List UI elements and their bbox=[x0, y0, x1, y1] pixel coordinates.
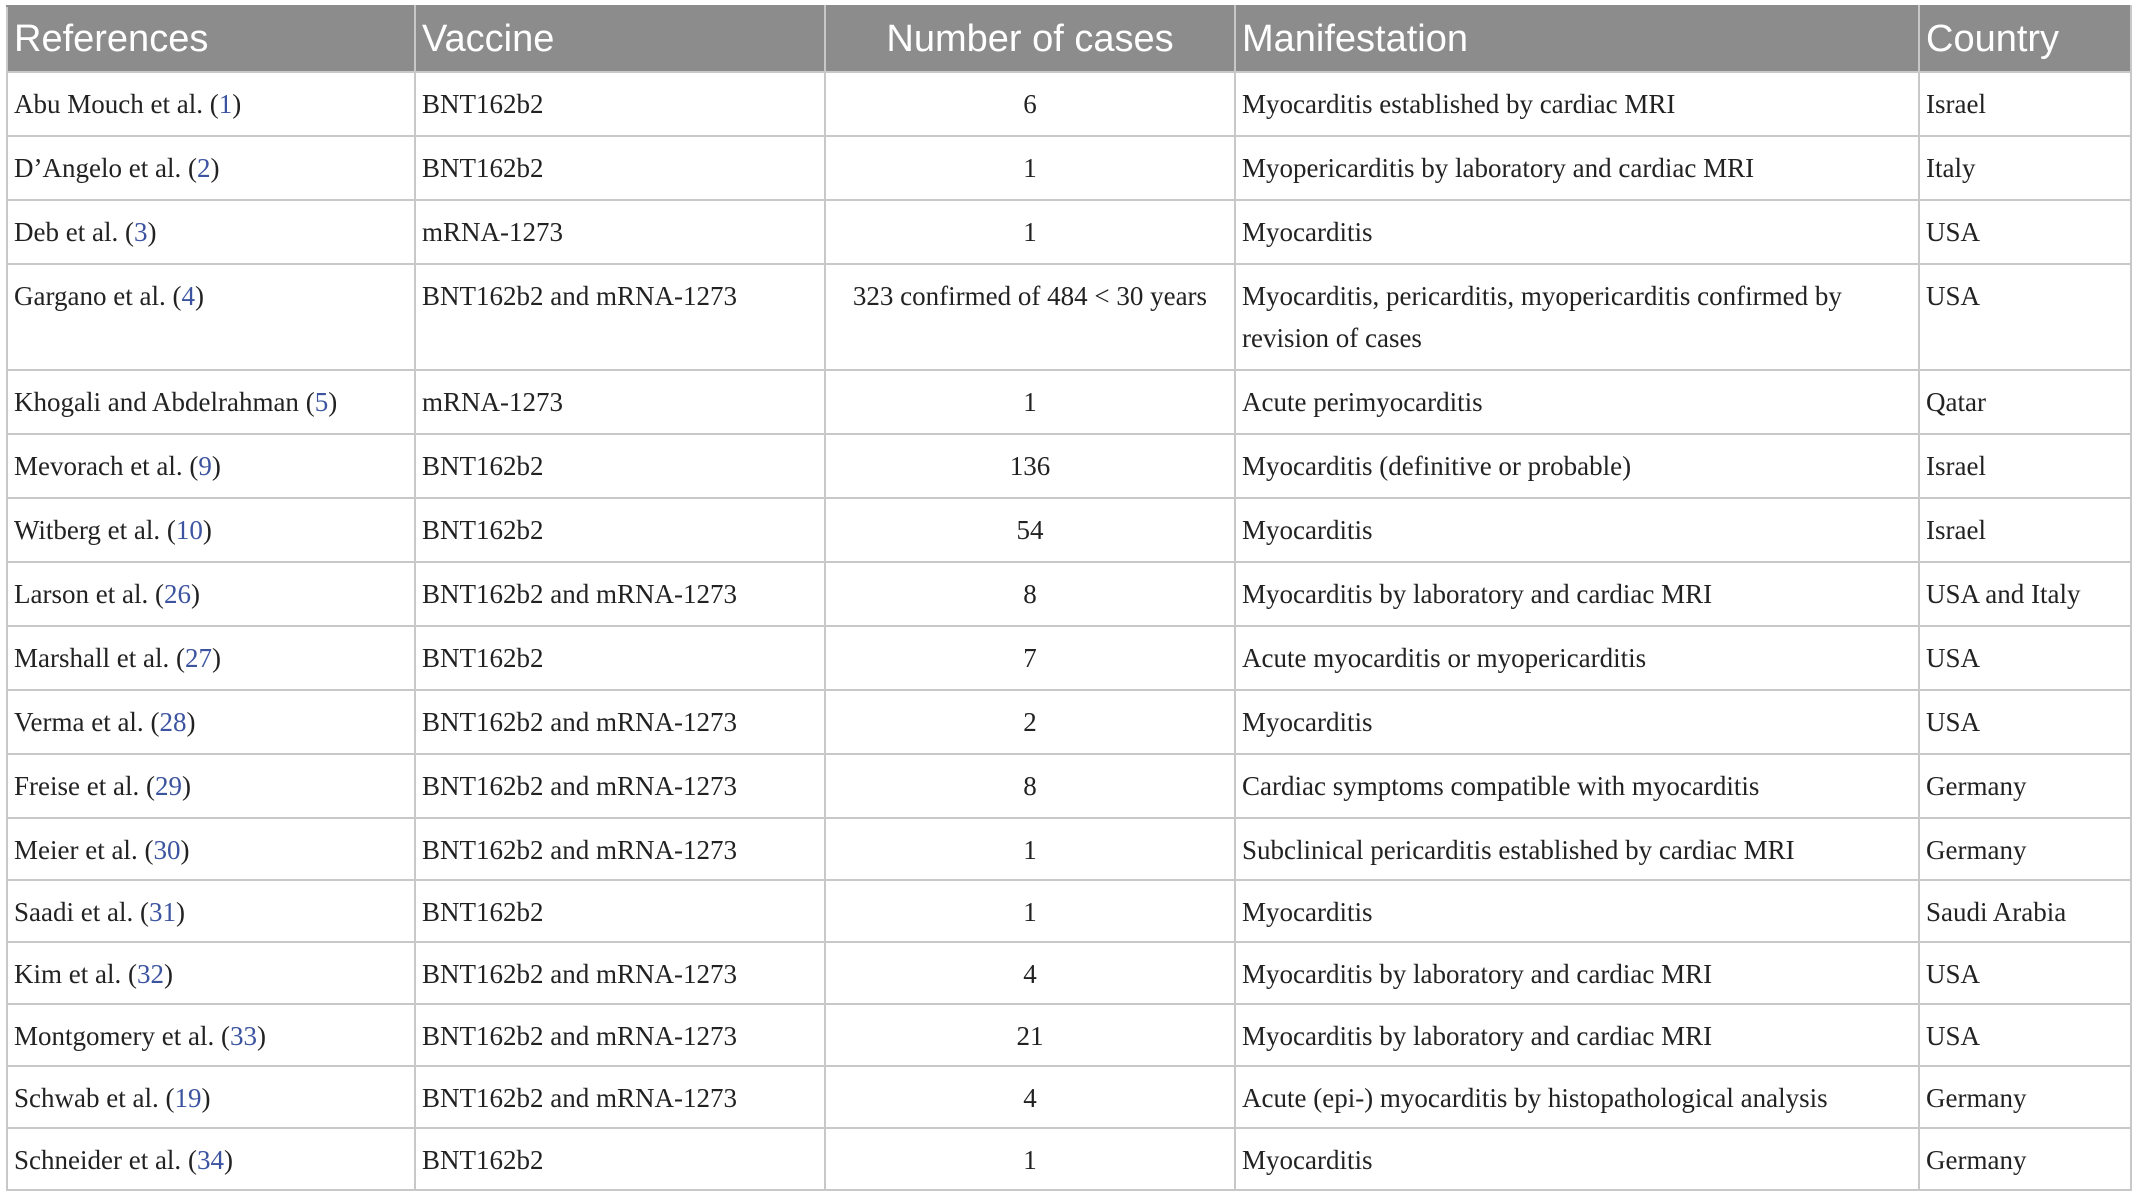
country-cell: USA bbox=[1919, 264, 2131, 370]
reference-citation-link[interactable]: 28 bbox=[159, 707, 187, 737]
country-cell: USA bbox=[1919, 1004, 2131, 1066]
table-row bbox=[7, 1004, 2131, 1066]
number-of-cases-cell: 4 bbox=[825, 1066, 1235, 1128]
vaccine-cell: BNT162b2 and mRNA-1273 bbox=[415, 818, 825, 880]
reference-author: Gargano et al. bbox=[14, 281, 166, 311]
manifestation-cell: Myocarditis bbox=[1235, 690, 1919, 754]
number-of-cases-cell: 7 bbox=[825, 626, 1235, 690]
manifestation-cell: Myocarditis bbox=[1235, 200, 1919, 264]
table-row bbox=[7, 370, 2131, 434]
reference-citation-link[interactable]: 27 bbox=[184, 643, 212, 673]
number-of-cases-cell: 21 bbox=[825, 1004, 1235, 1066]
table-row bbox=[7, 1128, 2131, 1190]
reference-citation-link[interactable]: 32 bbox=[136, 959, 164, 989]
reference-author: Witberg et al. bbox=[14, 515, 161, 545]
manifestation-cell: Myocarditis by laboratory and cardiac MRI bbox=[1235, 562, 1919, 626]
manifestation-cell: Myocarditis bbox=[1235, 880, 1919, 942]
vaccine-cell: BNT162b2 and mRNA-1273 bbox=[415, 754, 825, 818]
header-number-of-cases: Number of cases bbox=[825, 6, 1235, 72]
country-cell: Germany bbox=[1919, 1128, 2131, 1190]
number-of-cases-cell: 54 bbox=[825, 498, 1235, 562]
table-row bbox=[7, 264, 2131, 370]
reference-author: Meier et al. bbox=[14, 835, 138, 865]
reference-citation-link[interactable]: 1 bbox=[218, 89, 233, 119]
reference-author: Abu Mouch et al. bbox=[14, 89, 203, 119]
reference-author: Freise et al. bbox=[14, 771, 140, 801]
manifestation-cell: Myopericarditis by laboratory and cardiac MRI bbox=[1235, 136, 1919, 200]
reference-author: Khogali and Abdelrahman bbox=[14, 387, 299, 417]
vaccine-cell: BNT162b2 bbox=[415, 434, 825, 498]
table-row bbox=[7, 880, 2131, 942]
reference-author: Larson et al. bbox=[14, 579, 149, 609]
table-body bbox=[7, 72, 2131, 1190]
vaccine-cell: BNT162b2 bbox=[415, 72, 825, 136]
vaccine-cell: BNT162b2 and mRNA-1273 bbox=[415, 1066, 825, 1128]
table-row bbox=[7, 754, 2131, 818]
reference-cell: Verma et al. (28) bbox=[7, 690, 415, 754]
number-of-cases-cell: 1 bbox=[825, 818, 1235, 880]
table-row bbox=[7, 818, 2131, 880]
table-row bbox=[7, 498, 2131, 562]
number-of-cases-cell: 4 bbox=[825, 942, 1235, 1004]
reference-citation-link[interactable]: 26 bbox=[163, 579, 191, 609]
reference-citation-link[interactable]: 19 bbox=[174, 1083, 202, 1113]
number-of-cases-cell: 136 bbox=[825, 434, 1235, 498]
country-cell: Israel bbox=[1919, 72, 2131, 136]
table-row bbox=[7, 1066, 2131, 1128]
country-cell: Germany bbox=[1919, 1066, 2131, 1128]
vaccine-cell: BNT162b2 bbox=[415, 1128, 825, 1190]
table-row bbox=[7, 690, 2131, 754]
reference-citation-link[interactable]: 31 bbox=[148, 897, 176, 927]
table-row bbox=[7, 434, 2131, 498]
country-cell: Germany bbox=[1919, 754, 2131, 818]
number-of-cases-cell: 1 bbox=[825, 1128, 1235, 1190]
manifestation-cell: Acute (epi-) myocarditis by histopathological analysis bbox=[1235, 1066, 1919, 1128]
reference-cell: Gargano et al. (4) bbox=[7, 264, 415, 370]
vaccine-cell: mRNA-1273 bbox=[415, 200, 825, 264]
vaccine-cell: BNT162b2 and mRNA-1273 bbox=[415, 690, 825, 754]
reference-citation-link[interactable]: 10 bbox=[175, 515, 203, 545]
reference-cell: Freise et al. (29) bbox=[7, 754, 415, 818]
table-row bbox=[7, 562, 2131, 626]
manifestation-cell: Acute perimyocarditis bbox=[1235, 370, 1919, 434]
vaccine-cell: BNT162b2 bbox=[415, 880, 825, 942]
reference-citation-link[interactable]: 33 bbox=[229, 1021, 257, 1051]
number-of-cases-cell: 1 bbox=[825, 370, 1235, 434]
table-row bbox=[7, 136, 2131, 200]
reference-author: Marshall et al. bbox=[14, 643, 170, 673]
reference-cell: Mevorach et al. (9) bbox=[7, 434, 415, 498]
country-cell: Saudi Arabia bbox=[1919, 880, 2131, 942]
number-of-cases-cell: 1 bbox=[825, 200, 1235, 264]
header-vaccine: Vaccine bbox=[415, 6, 825, 72]
manifestation-cell: Myocarditis, pericarditis, myopericarditis confirmed by revision of cases bbox=[1235, 264, 1919, 370]
header-references: References bbox=[7, 6, 415, 72]
reference-author: Montgomery et al. bbox=[14, 1021, 215, 1051]
reference-citation-link[interactable]: 2 bbox=[196, 153, 211, 183]
reference-author: D’Angelo et al. bbox=[14, 153, 182, 183]
country-cell: Israel bbox=[1919, 434, 2131, 498]
country-cell: Israel bbox=[1919, 498, 2131, 562]
table-row bbox=[7, 942, 2131, 1004]
manifestation-cell: Cardiac symptoms compatible with myocarditis bbox=[1235, 754, 1919, 818]
number-of-cases-cell: 1 bbox=[825, 136, 1235, 200]
reference-cell: Kim et al. (32) bbox=[7, 942, 415, 1004]
number-of-cases-cell: 8 bbox=[825, 754, 1235, 818]
reference-citation-link[interactable]: 29 bbox=[154, 771, 182, 801]
number-of-cases-cell: 2 bbox=[825, 690, 1235, 754]
country-cell: Qatar bbox=[1919, 370, 2131, 434]
country-cell: USA bbox=[1919, 200, 2131, 264]
reference-author: Verma et al. bbox=[14, 707, 144, 737]
reference-author: Schneider et al. bbox=[14, 1145, 182, 1175]
reference-cell: Deb et al. (3) bbox=[7, 200, 415, 264]
reference-author: Kim et al. bbox=[14, 959, 122, 989]
reference-citation-link[interactable]: 3 bbox=[133, 217, 148, 247]
manifestation-cell: Myocarditis (definitive or probable) bbox=[1235, 434, 1919, 498]
references-table bbox=[6, 5, 2132, 1191]
reference-cell: Abu Mouch et al. (1) bbox=[7, 72, 415, 136]
vaccine-cell: BNT162b2 bbox=[415, 498, 825, 562]
number-of-cases-cell: 6 bbox=[825, 72, 1235, 136]
header-manifestation: Manifestation bbox=[1235, 6, 1919, 72]
reference-cell: Saadi et al. (31) bbox=[7, 880, 415, 942]
country-cell: USA and Italy bbox=[1919, 562, 2131, 626]
manifestation-cell: Myocarditis by laboratory and cardiac MRI bbox=[1235, 942, 1919, 1004]
number-of-cases-cell: 323 confirmed of 484 < 30 years bbox=[825, 264, 1235, 370]
reference-citation-link[interactable]: 30 bbox=[153, 835, 181, 865]
vaccine-cell: BNT162b2 and mRNA-1273 bbox=[415, 562, 825, 626]
vaccine-cell: BNT162b2 and mRNA-1273 bbox=[415, 942, 825, 1004]
table-row bbox=[7, 626, 2131, 690]
reference-cell: Schwab et al. (19) bbox=[7, 1066, 415, 1128]
reference-cell: Khogali and Abdelrahman (5) bbox=[7, 370, 415, 434]
vaccine-cell: mRNA-1273 bbox=[415, 370, 825, 434]
reference-cell: Meier et al. (30) bbox=[7, 818, 415, 880]
reference-cell: Marshall et al. (27) bbox=[7, 626, 415, 690]
country-cell: USA bbox=[1919, 942, 2131, 1004]
header-country: Country bbox=[1919, 6, 2131, 72]
header-row bbox=[7, 6, 2131, 72]
vaccine-cell: BNT162b2 and mRNA-1273 bbox=[415, 264, 825, 370]
vaccine-cell: BNT162b2 bbox=[415, 626, 825, 690]
reference-cell: Montgomery et al. (33) bbox=[7, 1004, 415, 1066]
reference-author: Mevorach et al. bbox=[14, 451, 183, 481]
reference-citation-link[interactable]: 9 bbox=[198, 451, 212, 481]
number-of-cases-cell: 8 bbox=[825, 562, 1235, 626]
references-table-container bbox=[6, 5, 2130, 1191]
country-cell: USA bbox=[1919, 626, 2131, 690]
manifestation-cell: Myocarditis bbox=[1235, 498, 1919, 562]
reference-cell: Schneider et al. (34) bbox=[7, 1128, 415, 1190]
country-cell: USA bbox=[1919, 690, 2131, 754]
reference-cell: D’Angelo et al. (2) bbox=[7, 136, 415, 200]
reference-citation-link[interactable]: 5 bbox=[314, 387, 329, 417]
manifestation-cell: Myocarditis by laboratory and cardiac MRI bbox=[1235, 1004, 1919, 1066]
manifestation-cell: Acute myocarditis or myopericarditis bbox=[1235, 626, 1919, 690]
reference-cell: Witberg et al. (10) bbox=[7, 498, 415, 562]
table-row bbox=[7, 72, 2131, 136]
reference-author: Deb et al. bbox=[14, 217, 119, 247]
reference-citation-link[interactable]: 4 bbox=[181, 281, 195, 311]
vaccine-cell: BNT162b2 bbox=[415, 136, 825, 200]
manifestation-cell: Myocarditis bbox=[1235, 1128, 1919, 1190]
manifestation-cell: Myocarditis established by cardiac MRI bbox=[1235, 72, 1919, 136]
table-row bbox=[7, 200, 2131, 264]
reference-cell: Larson et al. (26) bbox=[7, 562, 415, 626]
reference-author: Saadi et al. bbox=[14, 897, 134, 927]
country-cell: Germany bbox=[1919, 818, 2131, 880]
reference-author: Schwab et al. bbox=[14, 1083, 159, 1113]
country-cell: Italy bbox=[1919, 136, 2131, 200]
vaccine-cell: BNT162b2 and mRNA-1273 bbox=[415, 1004, 825, 1066]
reference-citation-link[interactable]: 34 bbox=[196, 1145, 224, 1175]
table-header bbox=[7, 6, 2131, 72]
number-of-cases-cell: 1 bbox=[825, 880, 1235, 942]
manifestation-cell: Subclinical pericarditis established by cardiac MRI bbox=[1235, 818, 1919, 880]
